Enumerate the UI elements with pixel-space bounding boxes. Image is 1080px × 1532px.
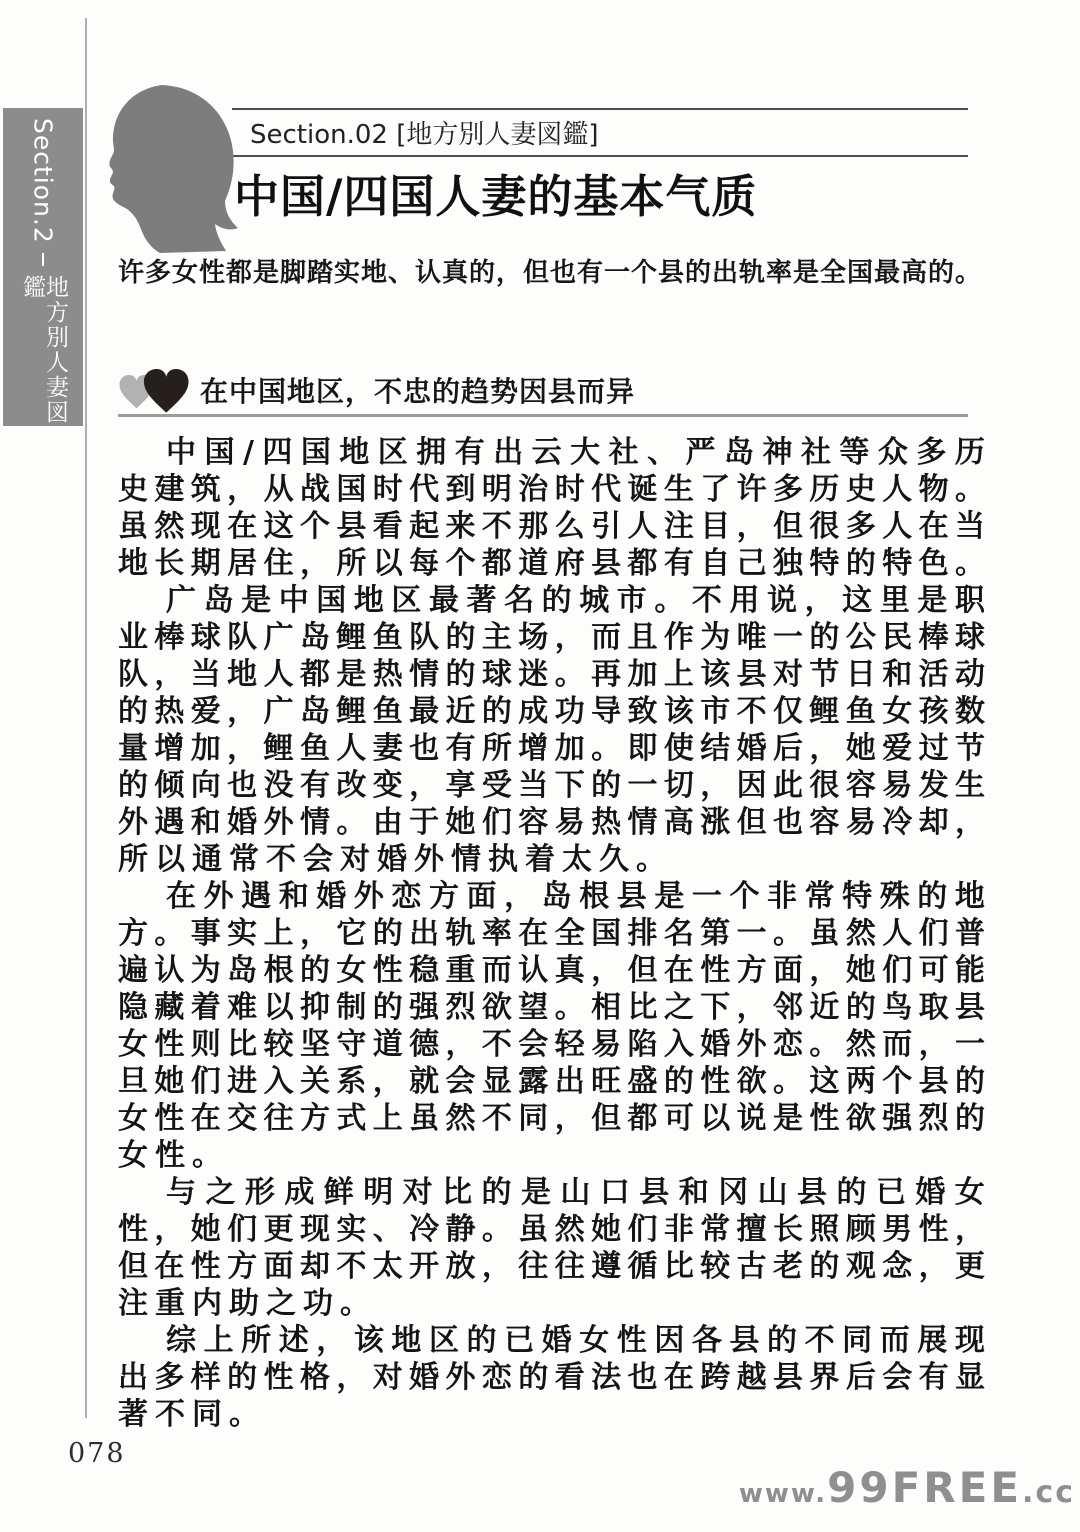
left-vertical-rule: [85, 18, 87, 1418]
body-text-line: 注 重 内 助 之 功 。: [118, 1285, 370, 1321]
body-text-line: 综 上 所 述 ， 该 地 区 的 已 婚 女 性 因 各 县 的 不 同 而 展 现: [166, 1322, 985, 1358]
sidebar-section-number: Section.2: [28, 118, 58, 244]
watermark-prefix: www.: [738, 1479, 828, 1509]
section-heading-rule: [118, 414, 968, 417]
watermark-brand: 99FREE: [827, 1463, 1023, 1512]
body-text-line: 出 多 样 的 性 格 ， 对 婚 外 恋 的 看 法 也 在 跨 越 县 界 后 会 有 显: [118, 1359, 985, 1395]
body-text-line: 业 棒 球 队 广 岛 鲤 鱼 队 的 主 场 ， 而 且 作 为 唯 一 的 公 民 棒 球: [118, 619, 985, 655]
section-sidebar: [3, 108, 83, 426]
body-text-line: 与 之 形 成 鲜 明 对 比 的 是 山 口 县 和 冈 山 县 的 已 婚 女: [166, 1174, 985, 1210]
body-text-line: 性 ， 她 们 更 现 实 、 冷 静 。 虽 然 她 们 非 常 擅 长 照 顾 男 性 ，: [118, 1211, 985, 1247]
sidebar-divider: [42, 253, 44, 266]
section-kicker: Section.02 [地方別人妻図鑑]: [250, 120, 599, 150]
page-number: 078: [68, 1438, 126, 1469]
body-text-line: 遍 认 为 岛 根 的 女 性 稳 重 而 认 真 ， 但 在 性 方 面 ， 她 们 可 能: [118, 952, 985, 988]
article-body: [118, 434, 985, 1433]
body-text-line: 的 倾 向 也 没 有 改 变 ， 享 受 当 下 的 一 切 ， 因 此 很 容 易 发 生: [118, 767, 985, 803]
page-lede: 许多女性都是脚踏实地、认真的，但也有一个县的出轨率是全国最高的。: [118, 258, 983, 288]
sidebar-series-title: 地方別人妻図鑑: [19, 274, 68, 425]
body-text-line: 所 以 通 常 不 会 对 婚 外 情 执 着 太 久 。: [118, 841, 666, 877]
body-text-line: 虽 然 现 在 这 个 县 看 起 来 不 那 么 引 人 注 目 ， 但 很 多 人 在 当: [118, 508, 985, 544]
body-text-line: 女 性 则 比 较 坚 守 道 德 ， 不 会 轻 易 陷 入 婚 外 恋 。 然 而 ， 一: [118, 1026, 985, 1062]
body-text-line: 著 不 同 。: [118, 1396, 259, 1432]
double-heart-icon: [118, 368, 194, 418]
body-text-line: 女 性 在 交 往 方 式 上 虽 然 不 同 ， 但 都 可 以 说 是 性 欲 强 烈 的: [118, 1100, 985, 1136]
section-heading: 在中国地区，不忠的趋势因县而异: [200, 375, 636, 408]
watermark: [739, 1463, 1075, 1512]
body-text-line: 广 岛 是 中 国 地 区 最 著 名 的 城 市 。 不 用 说 ， 这 里 是 职: [166, 582, 985, 618]
body-text-line: 旦 她 们 进 入 关 系 ， 就 会 显 露 出 旺 盛 的 性 欲 。 这 两 个 县 的: [118, 1063, 985, 1099]
woman-silhouette-icon: [108, 84, 246, 258]
kicker-rule-bottom: [232, 155, 968, 157]
watermark-suffix: .cc: [1022, 1475, 1075, 1510]
body-text-line: 外 遇 和 婚 外 情 。 由 于 她 们 容 易 热 情 高 涨 但 也 容 易 冷 却 ，: [118, 804, 985, 840]
body-text-line: 在 外 遇 和 婚 外 恋 方 面 ， 岛 根 县 是 一 个 非 常 特 殊 的 地: [166, 878, 985, 914]
kicker-rule-top: [232, 108, 968, 110]
body-text-line: 队 ， 当 地 人 都 是 热 情 的 球 迷 。 再 加 上 该 县 对 节 日 和 活 动: [118, 656, 985, 692]
body-text-line: 但 在 性 方 面 却 不 太 开 放 ， 往 往 遵 循 比 较 古 老 的 观 念 ， 更: [118, 1248, 985, 1284]
body-text-line: 方 。 事 实 上 ， 它 的 出 轨 率 在 全 国 排 名 第 一 。 虽 然 人 们 普: [118, 915, 985, 951]
body-text-line: 女 性 。: [118, 1137, 222, 1173]
body-text-line: 史 建 筑 ， 从 战 国 时 代 到 明 治 时 代 诞 生 了 许 多 历 史 人 物 。: [118, 471, 985, 507]
body-text-line: 隐 藏 着 难 以 抑 制 的 强 烈 欲 望 。 相 比 之 下 ， 邻 近 的 鸟 取 县: [118, 989, 985, 1025]
body-text-line: 量 增 加 ， 鲤 鱼 人 妻 也 有 所 增 加 。 即 使 结 婚 后 ， 她 爱 过 节: [118, 730, 985, 766]
body-text-line: 中 国 / 四 国 地 区 拥 有 出 云 大 社 、 严 岛 神 社 等 众 多 历: [166, 434, 985, 470]
body-text-line: 的 热 爱 ， 广 岛 鲤 鱼 最 近 的 成 功 导 致 该 市 不 仅 鲤 鱼 女 孩 数: [118, 693, 985, 729]
page-title: 中国/四国人妻的基本气质: [234, 170, 758, 223]
body-text-line: 地 长 期 居 住 ， 所 以 每 个 都 道 府 县 都 有 自 己 独 特 的 特 色 。: [118, 545, 985, 581]
